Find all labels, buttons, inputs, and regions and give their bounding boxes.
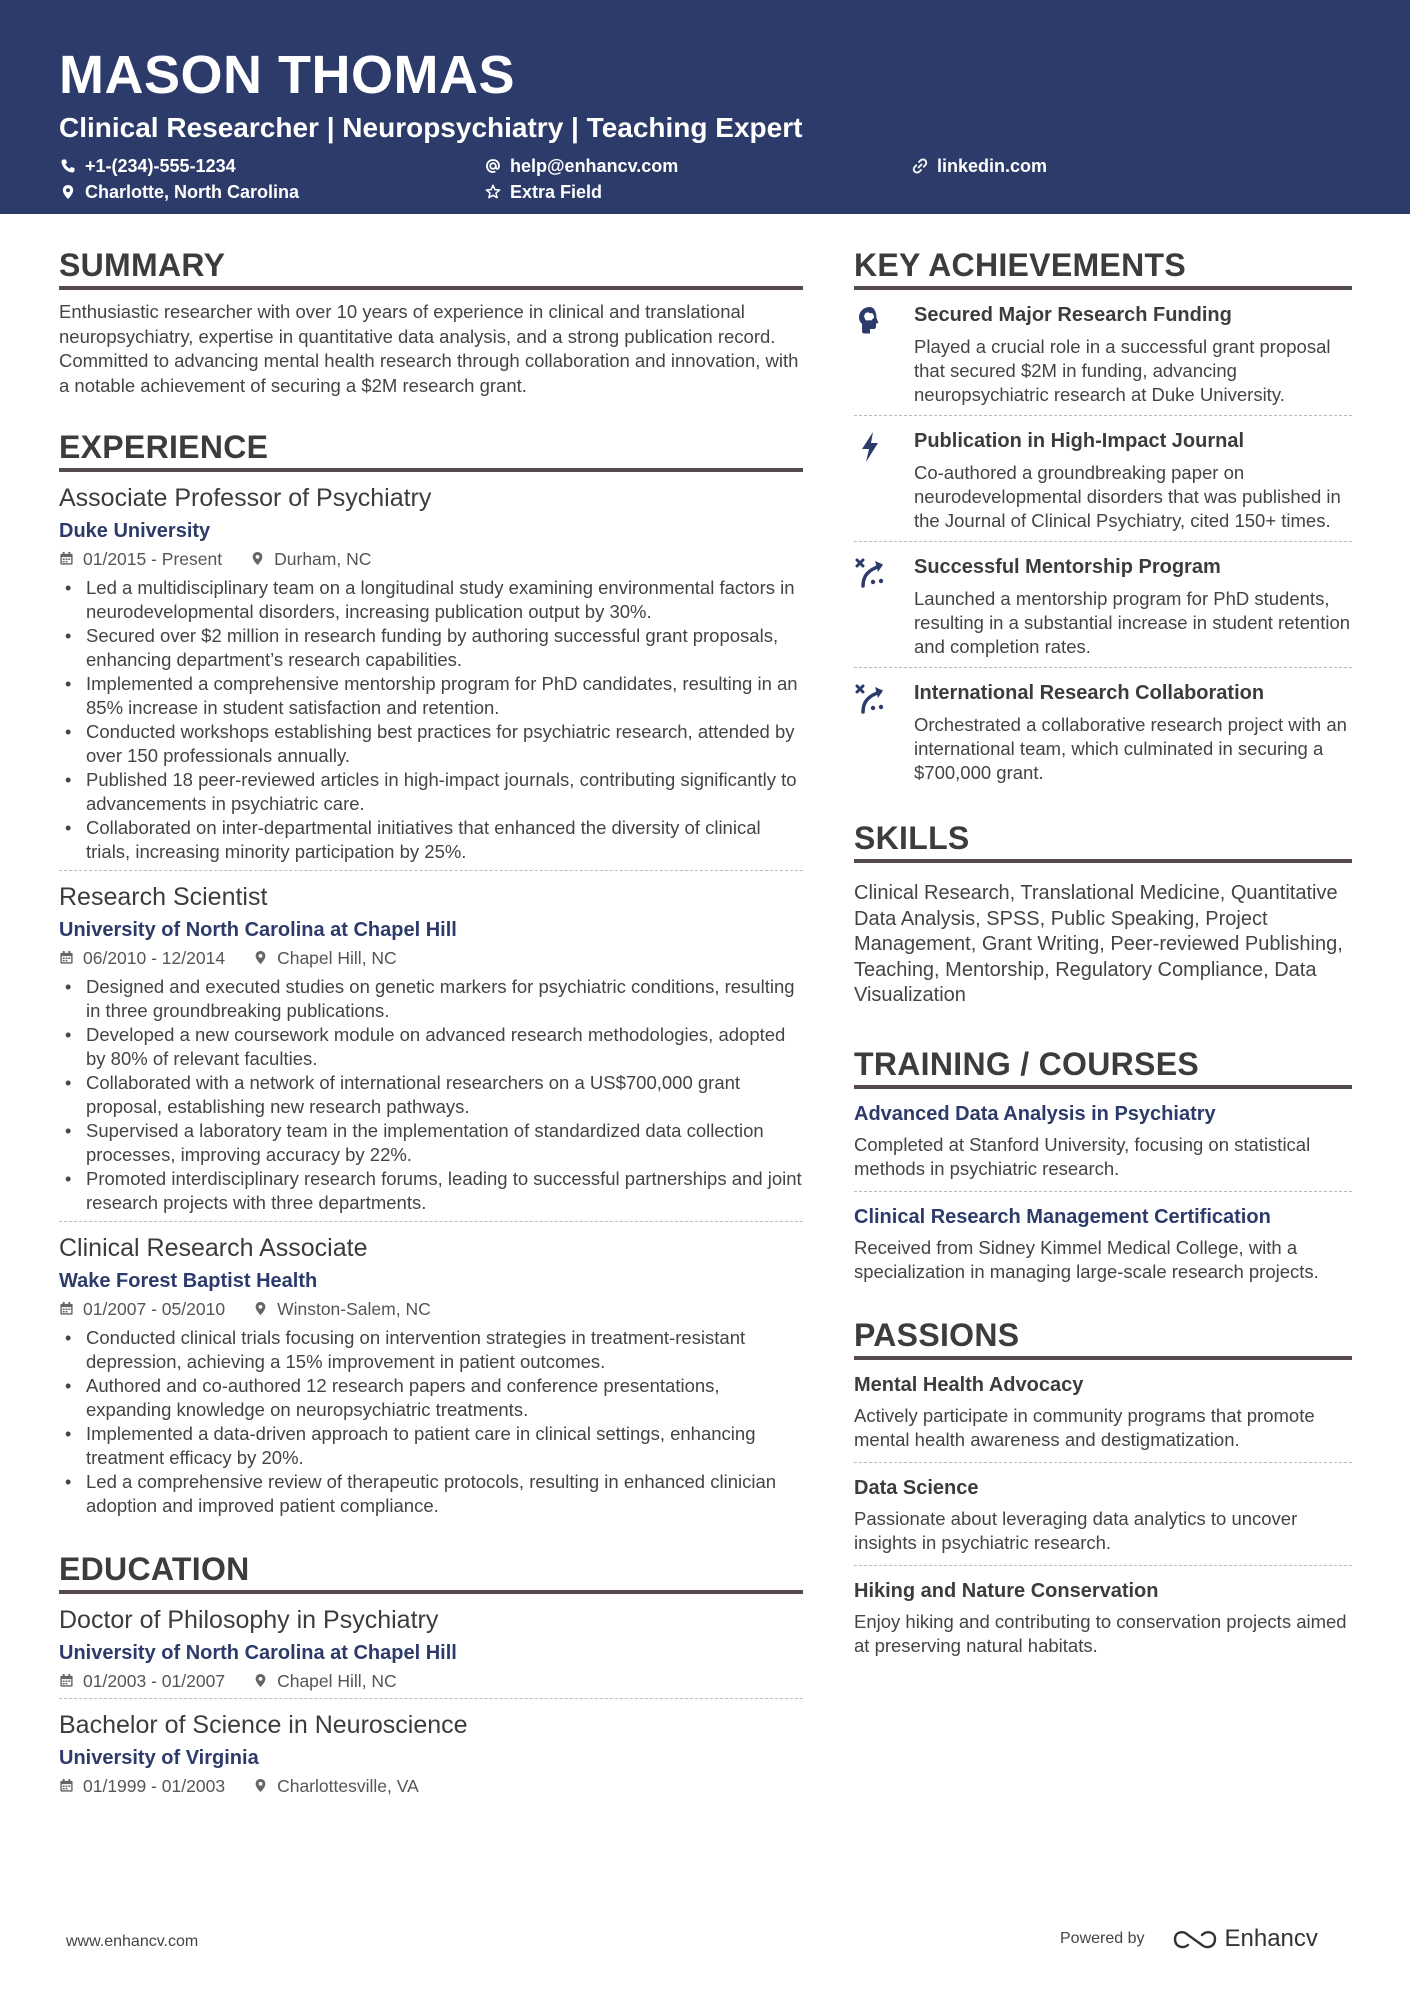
link-icon — [911, 157, 929, 175]
bullet-item: • Implemented a comprehensive mentorship program for PhD candidates, resulting in an 85% increase in student satisfaction and retention. — [59, 672, 803, 720]
achievement-body — [914, 302, 1352, 407]
bullet-item: • Led a multidisciplinary team on a longitudinal study examining environmental factors in neurodevelopmental disorders, increasing publication output by 30%. — [59, 576, 803, 624]
contact-phone[interactable] — [59, 154, 236, 178]
course-desc: Received from Sidney Kimmel Medical College, with a specialization in managing large-scale research projects. — [854, 1236, 1319, 1282]
passions-section — [854, 1316, 1352, 1668]
head-brain-icon — [854, 302, 914, 407]
powered-by-label: Powered by — [1060, 1930, 1145, 1947]
job-location-text: Winston-Salem, NC — [277, 1299, 431, 1319]
section-title: KEY ACHIEVEMENTS — [854, 246, 1352, 290]
company-name: Duke University — [59, 520, 211, 542]
brand-logo[interactable] — [1171, 1925, 1318, 1953]
passion-item — [854, 1360, 1352, 1462]
skills-section — [854, 819, 1352, 1009]
achievement-body — [914, 554, 1352, 659]
location-pin-icon — [253, 1301, 269, 1317]
calendar-icon — [59, 1778, 75, 1794]
job-location — [250, 548, 371, 570]
job-entry — [59, 1221, 803, 1524]
section-title: EXPERIENCE — [59, 428, 803, 472]
education-location — [253, 1670, 397, 1692]
job-title: Research Scientist — [59, 883, 268, 911]
achievement-body — [914, 428, 1352, 533]
passion-desc: Enjoy hiking and contributing to conservation projects aimed at preserving natural habitats. — [854, 1610, 1347, 1656]
education-location-text: Charlottesville, VA — [277, 1776, 419, 1796]
contact-location-text: Charlotte, North Carolina — [85, 181, 300, 202]
degree-title: Bachelor of Science in Neuroscience — [59, 1711, 468, 1739]
passion-desc: Passionate about leveraging data analytics to uncover insights in psychiatric research. — [854, 1507, 1298, 1553]
achievement-desc: Launched a mentorship program for PhD students, resulting in a substantial increase in student retention and completion rates. — [914, 588, 1351, 657]
achievement-desc: Played a crucial role in a successful grant proposal that secured $2M in funding, advancing neuropsychiatric research at Duke University. — [914, 336, 1331, 405]
course-item — [854, 1089, 1352, 1191]
calendar-icon — [59, 551, 75, 567]
location-pin-icon — [253, 1778, 269, 1794]
job-location-text: Chapel Hill, NC — [277, 948, 397, 968]
location-pin-icon — [59, 183, 77, 201]
location-pin-icon — [253, 1673, 269, 1689]
contact-location — [59, 180, 299, 204]
job-location — [253, 947, 397, 969]
job-location-text: Durham, NC — [274, 549, 372, 569]
passion-title: Hiking and Nature Conservation — [854, 1579, 1159, 1602]
course-desc: Completed at Stanford University, focusing on statistical methods in psychiatric research. — [854, 1133, 1311, 1179]
left-column — [59, 246, 803, 1833]
summary-section — [59, 246, 803, 398]
training-section — [854, 1045, 1352, 1294]
education-meta — [59, 1775, 803, 1797]
achievement-title: International Research Collaboration — [914, 682, 1265, 704]
section-title: TRAINING / COURSES — [854, 1045, 1352, 1089]
bullet-item: • Authored and co-authored 12 research papers and conference presentations, expanding knowledge on neuropsychiatric treatments. — [59, 1374, 803, 1422]
education-location — [253, 1775, 419, 1797]
section-title: SUMMARY — [59, 246, 803, 290]
bullet-item: • Implemented a data-driven approach to patient care in clinical settings, enhancing treatment efficacy by 20%. — [59, 1422, 803, 1470]
job-meta — [59, 947, 803, 969]
job-location — [253, 1298, 431, 1320]
job-dates: 01/2015 - Present — [83, 549, 223, 569]
education-dates: 01/1999 - 01/2003 — [83, 1776, 226, 1796]
skills-text: Clinical Research, Translational Medicine, Quantitative Data Analysis, SPSS, Public Speaking, Project Management, Grant Writing, Peer-reviewed Publishing, Teaching, Mentorship, Regulatory Compliance, Data Visualization — [854, 882, 1343, 1006]
footer-branding — [1060, 1925, 1318, 1953]
course-item — [854, 1191, 1352, 1294]
phone-icon — [59, 157, 77, 175]
job-title: Associate Professor of Psychiatry — [59, 484, 432, 512]
job-title: Clinical Research Associate — [59, 1234, 368, 1262]
bullet-item: • Collaborated with a network of international researchers on a US$700,000 grant proposal, establishing new research pathways. — [59, 1071, 803, 1119]
achievements-section — [854, 246, 1352, 793]
location-pin-icon — [253, 950, 269, 966]
achievement-body — [914, 680, 1352, 785]
company-name: University of North Carolina at Chapel Hill — [59, 919, 457, 941]
company-name: Wake Forest Baptist Health — [59, 1270, 318, 1292]
job-bullets — [59, 1326, 803, 1518]
calendar-icon — [59, 1301, 75, 1317]
bullet-item: • Conducted clinical trials focusing on intervention strategies in treatment-resistant depression, achieving a 15% improvement in patient outcomes. — [59, 1326, 803, 1374]
location-pin-icon — [250, 551, 266, 567]
job-bullets — [59, 576, 803, 864]
achievement-title: Successful Mentorship Program — [914, 556, 1221, 578]
achievement-item — [854, 415, 1352, 541]
job-entry — [59, 472, 803, 870]
job-dates: 06/2010 - 12/2014 — [83, 948, 226, 968]
bullet-item: • Designed and executed studies on genetic markers for psychiatric conditions, resulting in three groundbreaking publications. — [59, 975, 803, 1023]
section-title: SKILLS — [854, 819, 1352, 863]
education-section — [59, 1550, 803, 1803]
achievement-desc: Co-authored a groundbreaking paper on neurodevelopmental disorders that was published in the Journal of Clinical Psychiatry, cited 150+ times. — [914, 462, 1341, 531]
passion-item — [854, 1462, 1352, 1565]
resume-header — [0, 0, 1410, 214]
bullet-item: • Promoted interdisciplinary research forums, leading to successful partnerships and joint research projects with three departments. — [59, 1167, 803, 1215]
star-icon — [484, 183, 502, 201]
achievement-title: Publication in High-Impact Journal — [914, 430, 1245, 452]
achievement-item — [854, 290, 1352, 415]
bullet-item: • Published 18 peer-reviewed articles in high-impact journals, contributing significantly to advancements in psychiatric care. — [59, 768, 803, 816]
job-bullets — [59, 975, 803, 1215]
bullet-item: • Supervised a laboratory team in the implementation of standardized data collection processes, improving accuracy by 22%. — [59, 1119, 803, 1167]
candidate-name: MASON THOMAS — [59, 45, 515, 105]
passion-desc: Actively participate in community programs that promote mental health awareness and destigmatization. — [854, 1404, 1315, 1450]
achievement-desc: Orchestrated a collaborative research project with an international team, which culminated in securing a $700,000 grant. — [914, 714, 1347, 783]
degree-title: Doctor of Philosophy in Psychiatry — [59, 1606, 439, 1634]
education-entry — [59, 1594, 803, 1698]
contact-website[interactable] — [911, 154, 1047, 178]
footer-website[interactable]: www.enhancv.com — [66, 1933, 199, 1950]
contact-extra — [484, 180, 602, 204]
section-title: PASSIONS — [854, 1316, 1352, 1360]
bullet-item: • Led a comprehensive review of therapeutic protocols, resulting in enhanced clinician adoption and improved patient compliance. — [59, 1470, 803, 1518]
bullet-item: • Developed a new coursework module on advanced research methodologies, adopted by 80% of relevant faculties. — [59, 1023, 803, 1071]
contact-info — [59, 154, 1410, 206]
bullet-item: • Conducted workshops establishing best practices for psychiatric research, attended by over 150 professionals annually. — [59, 720, 803, 768]
at-sign-icon — [484, 157, 502, 175]
education-location-text: Chapel Hill, NC — [277, 1671, 397, 1691]
calendar-icon — [59, 1673, 75, 1689]
school-name: University of North Carolina at Chapel Hill — [59, 1642, 457, 1664]
achievement-title: Secured Major Research Funding — [914, 304, 1232, 326]
summary-text: Enthusiastic researcher with over 10 years of experience in clinical and translational neuropsychiatry, expertise in quantitative data analysis, and a strong publication record. Committed to advancing mental health research through collaboration and innovation, with a notable achievement of securing a $2M research grant. — [59, 301, 799, 396]
achievement-item — [854, 541, 1352, 667]
brand-name: Enhancv — [1224, 1925, 1318, 1952]
passion-title: Data Science — [854, 1476, 979, 1499]
contact-extra-text: Extra Field — [510, 181, 603, 202]
achievement-item — [854, 667, 1352, 793]
strategy-arrow-icon — [854, 554, 914, 659]
course-title: Clinical Research Management Certification — [854, 1205, 1271, 1228]
strategy-arrow-icon — [854, 680, 914, 785]
passion-item — [854, 1565, 1352, 1668]
section-title: EDUCATION — [59, 1550, 803, 1594]
calendar-icon — [59, 950, 75, 966]
job-meta — [59, 1298, 803, 1320]
contact-email[interactable] — [484, 154, 678, 178]
passion-title: Mental Health Advocacy — [854, 1373, 1084, 1396]
lightning-bolt-icon — [854, 428, 914, 533]
right-column — [854, 246, 1352, 1698]
bullet-item: • Collaborated on inter-departmental initiatives that enhanced the diversity of clinical trials, increasing minority participation by 25%. — [59, 816, 803, 864]
contact-email-text: help@enhancv.com — [510, 155, 679, 176]
education-dates: 01/2003 - 01/2007 — [83, 1671, 226, 1691]
experience-section — [59, 428, 803, 1524]
job-meta — [59, 548, 803, 570]
candidate-headline: Clinical Researcher | Neuropsychiatry | Teaching Expert — [59, 112, 803, 143]
school-name: University of Virginia — [59, 1747, 259, 1769]
course-title: Advanced Data Analysis in Psychiatry — [854, 1102, 1216, 1125]
enhancv-logo-icon — [1171, 1926, 1219, 1952]
contact-phone-text: +1-(234)-555-1234 — [85, 155, 236, 176]
education-entry — [59, 1698, 803, 1803]
education-meta — [59, 1670, 803, 1692]
contact-website-text: linkedin.com — [937, 155, 1048, 176]
job-dates: 01/2007 - 05/2010 — [83, 1299, 226, 1319]
bullet-item: • Secured over $2 million in research funding by authoring successful grant proposals, enhancing department’s research capabilities. — [59, 624, 803, 672]
job-entry — [59, 870, 803, 1221]
